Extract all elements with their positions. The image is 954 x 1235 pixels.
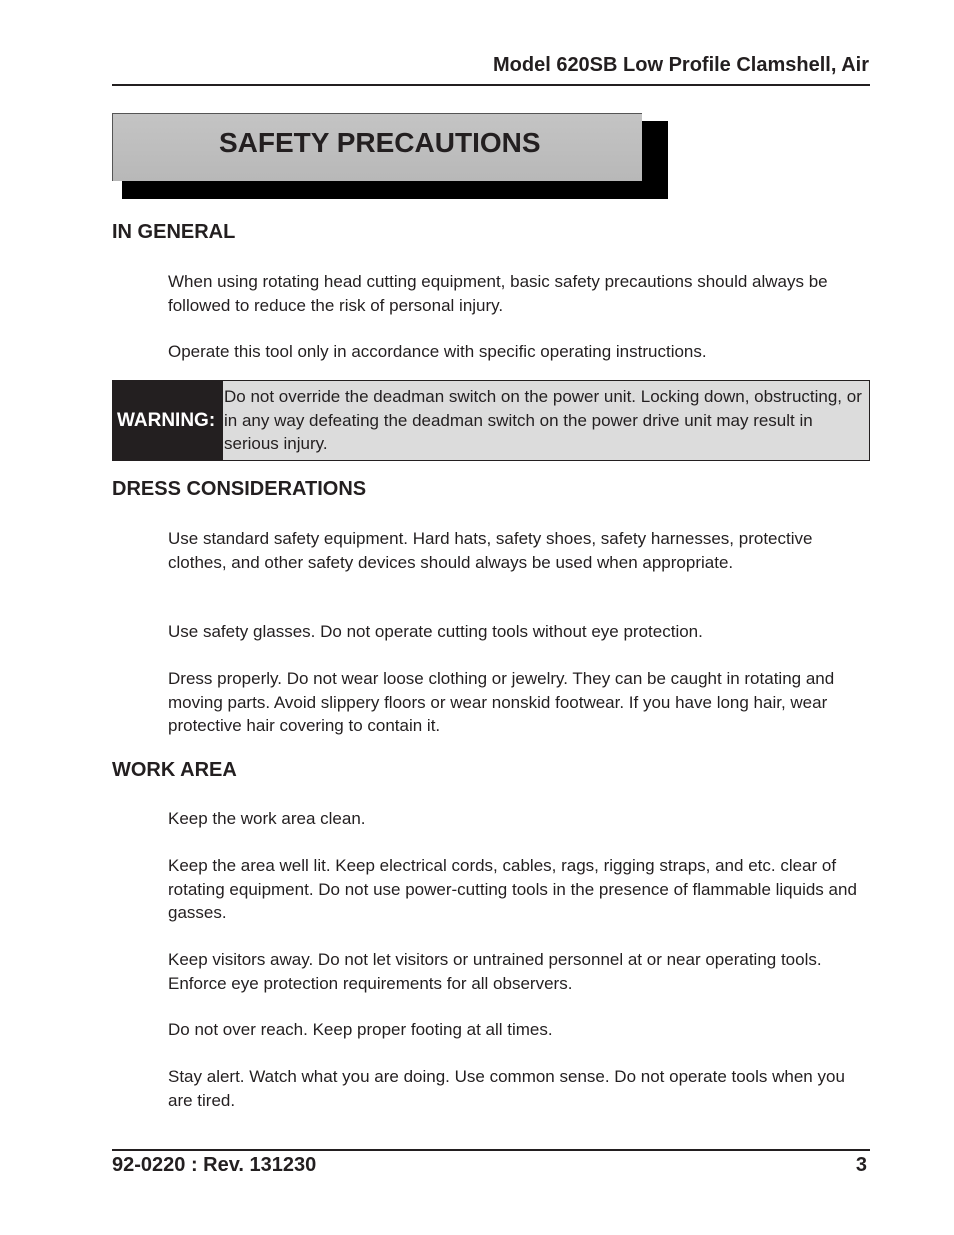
paragraph: Stay alert. Watch what you are doing. Use common sense. Do not operate tools when you are tired. (168, 1067, 845, 1110)
footer-page-number: 3 (855, 1154, 867, 1176)
banner-title: SAFETY PRECAUTIONS (219, 127, 541, 158)
warning-label: WARNING: (113, 381, 223, 460)
paragraph: Dress properly. Do not wear loose clothing or jewelry. They can be caught in rotating and moving parts. Avoid slippery floors or wear nonskid footwear. If you have long hair, wear protective hair covering to contain it. (168, 669, 835, 735)
warning-box (112, 380, 870, 461)
heading-work-area: WORK AREA (112, 759, 237, 781)
warning-text: Do not override the deadman switch on the power unit. Locking down, obstructing, or in any way defeating the deadman switch on the power drive unit may result in serious injury. (223, 381, 869, 460)
paragraph: When using rotating head cutting equipment, basic safety precautions should always be followed to reduce the risk of personal injury. (168, 272, 828, 315)
footer-doc-number: 92-0220 : Rev. 131230 (112, 1154, 317, 1176)
section-banner (112, 113, 670, 201)
paragraph: Operate this tool only in accordance with specific operating instructions. (168, 342, 707, 361)
paragraph: Keep the area well lit. Keep electrical cords, cables, rags, rigging straps, and etc. clear of rotating equipment. Do not use power-cutting tools in the presence of flammable liquids and gasses. (168, 856, 857, 922)
paragraph: Keep the work area clean. (168, 809, 366, 828)
heading-dress-considerations: DRESS CONSIDERATIONS (112, 478, 367, 500)
paragraph: Use safety glasses. Do not operate cutting tools without eye protection. (168, 622, 703, 641)
header-title: Model 620SB Low Profile Clamshell, Air (492, 54, 869, 76)
paragraph: Keep visitors away. Do not let visitors or untrained personnel at or near operating tools. Enforce eye protection requirements for all observers. (168, 950, 822, 993)
header-rule (112, 84, 870, 86)
footer-rule (112, 1149, 870, 1151)
paragraph: Do not over reach. Keep proper footing at all times. (168, 1020, 553, 1039)
heading-in-general: IN GENERAL (112, 221, 236, 243)
paragraph: Use standard safety equipment. Hard hats, safety shoes, safety harnesses, protective clothes, and other safety devices should always be used when appropriate. (168, 529, 813, 572)
